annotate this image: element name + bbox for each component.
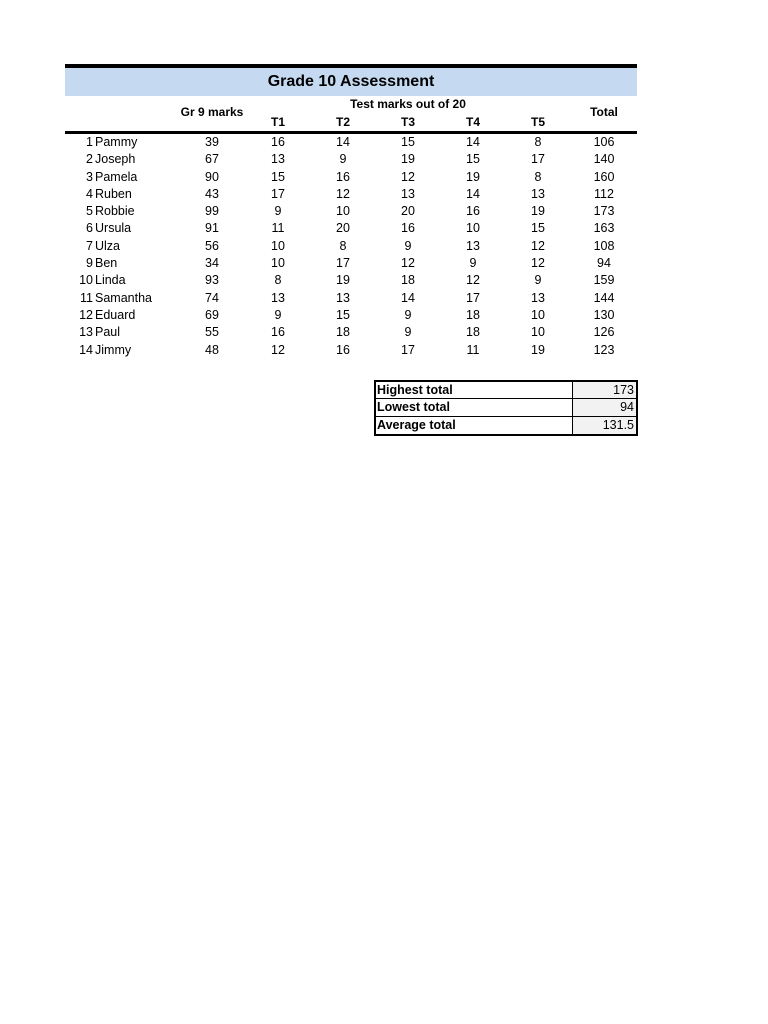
test-mark-t5: 10 [531, 307, 545, 322]
test-mark-t5: 19 [531, 342, 545, 357]
test-mark-t1: 10 [271, 256, 285, 271]
header-test-marks: Test marks out of 20 [350, 97, 466, 111]
test-mark-t5: 19 [531, 204, 545, 219]
test-mark-t4: 13 [466, 238, 480, 253]
test-mark-t5: 10 [531, 325, 545, 340]
test-mark-t1: 12 [271, 342, 285, 357]
test-mark-t5: 8 [534, 135, 542, 149]
table-row [65, 342, 637, 359]
gr9-mark: 93 [205, 273, 219, 288]
summary-table [374, 380, 638, 436]
student-total: 159 [593, 273, 615, 288]
test-mark-t5: 8 [534, 169, 542, 184]
student-name: Paul [95, 325, 121, 340]
test-mark-t3: 13 [401, 186, 415, 201]
test-mark-t1: 13 [271, 290, 285, 305]
test-mark-t4: 19 [466, 169, 480, 184]
title-band [65, 64, 637, 96]
table-row [65, 134, 637, 151]
test-mark-t2: 14 [336, 135, 350, 149]
test-mark-t5: 13 [531, 186, 545, 201]
student-total: 112 [594, 186, 614, 201]
student-total: 160 [593, 169, 615, 184]
test-mark-t3: 18 [401, 273, 415, 288]
test-mark-t1: 11 [271, 221, 285, 236]
test-mark-t1: 9 [274, 307, 282, 322]
test-mark-t3: 12 [401, 256, 415, 271]
table-row [65, 169, 637, 186]
test-mark-t3: 9 [404, 325, 412, 340]
test-mark-t3: 9 [404, 307, 412, 322]
student-name: Ben [95, 256, 118, 271]
table-row [65, 220, 637, 237]
student-total: 108 [593, 238, 615, 253]
assessment-sheet [65, 64, 637, 359]
student-total: 123 [593, 342, 615, 357]
header-t3: T3 [400, 115, 416, 129]
test-mark-t5: 9 [534, 273, 542, 288]
student-total: 140 [593, 152, 615, 167]
test-mark-t2: 15 [336, 307, 350, 322]
student-total: 163 [593, 221, 615, 236]
student-name: Ruben [95, 186, 132, 201]
test-mark-t1: 10 [271, 238, 285, 253]
test-mark-t2: 8 [339, 238, 347, 253]
student-number: 14 [79, 342, 93, 357]
student-total: 130 [593, 307, 615, 322]
test-mark-t2: 17 [336, 256, 350, 271]
header-t5: T5 [530, 115, 546, 129]
test-mark-t4: 10 [466, 221, 480, 236]
test-mark-t4: 9 [469, 256, 477, 271]
summary-label: Lowest total [377, 400, 450, 415]
student-number: 9 [86, 256, 93, 271]
student-name: Pamela [95, 169, 138, 184]
test-mark-t3: 9 [404, 238, 412, 253]
test-mark-t5: 12 [531, 238, 545, 253]
table-row [65, 203, 637, 220]
student-total: 106 [593, 135, 615, 149]
gr9-mark: 74 [205, 290, 219, 305]
gr9-mark: 69 [205, 307, 219, 322]
test-mark-t4: 18 [466, 307, 480, 322]
gr9-mark: 67 [205, 152, 219, 167]
student-number: 11 [80, 290, 93, 305]
student-number: 1 [86, 135, 93, 149]
student-number: 13 [79, 325, 93, 340]
header-gr9-marks: Gr 9 marks [180, 105, 244, 119]
summary-row-average [376, 417, 636, 434]
column-header [65, 96, 637, 134]
summary-value: 94 [572, 399, 636, 415]
test-mark-t3: 19 [401, 152, 415, 167]
student-total: 126 [593, 325, 615, 340]
test-mark-t1: 9 [274, 204, 282, 219]
test-mark-t5: 13 [531, 290, 545, 305]
test-mark-t1: 15 [271, 169, 285, 184]
test-mark-t5: 12 [531, 256, 545, 271]
gr9-mark: 39 [205, 135, 219, 149]
test-mark-t5: 17 [531, 152, 545, 167]
gr9-mark: 99 [205, 204, 219, 219]
student-total: 94 [597, 256, 611, 271]
test-mark-t4: 15 [466, 152, 480, 167]
student-number: 3 [86, 169, 93, 184]
gr9-mark: 91 [205, 221, 219, 236]
test-mark-t1: 8 [274, 273, 282, 288]
table-row [65, 272, 637, 289]
test-mark-t2: 19 [336, 273, 350, 288]
test-mark-t3: 15 [401, 135, 415, 149]
test-mark-t4: 18 [466, 325, 480, 340]
header-t4: T4 [465, 115, 481, 129]
test-mark-t2: 10 [336, 204, 350, 219]
test-mark-t1: 16 [271, 135, 285, 149]
table-row [65, 238, 637, 255]
student-number: 4 [86, 186, 93, 201]
student-total: 144 [593, 290, 615, 305]
table-row [65, 307, 637, 324]
student-total: 173 [593, 204, 615, 219]
test-mark-t4: 12 [466, 273, 480, 288]
table-row [65, 255, 637, 272]
gr9-mark: 43 [205, 186, 219, 201]
gr9-mark: 56 [205, 238, 219, 253]
test-mark-t3: 20 [401, 204, 415, 219]
test-mark-t4: 11 [466, 342, 480, 357]
test-mark-t5: 15 [531, 221, 545, 236]
test-mark-t2: 9 [339, 152, 347, 167]
test-mark-t2: 16 [336, 169, 350, 184]
header-t2: T2 [335, 115, 351, 129]
test-mark-t2: 16 [336, 342, 350, 357]
test-mark-t2: 20 [336, 221, 350, 236]
student-name: Samantha [95, 290, 152, 305]
table-row [65, 186, 637, 203]
test-mark-t3: 17 [401, 342, 415, 357]
test-mark-t4: 16 [466, 204, 480, 219]
summary-row-highest [376, 382, 636, 399]
test-mark-t2: 12 [336, 186, 350, 201]
student-name: Ulza [95, 238, 121, 253]
summary-value: 173 [572, 382, 636, 398]
test-mark-t2: 18 [336, 325, 350, 340]
test-mark-t4: 14 [466, 186, 480, 201]
test-mark-t1: 17 [271, 186, 285, 201]
student-name: Pammy [95, 135, 138, 149]
student-name: Robbie [95, 204, 135, 219]
test-mark-t3: 12 [401, 169, 415, 184]
student-number: 12 [79, 307, 93, 322]
gr9-mark: 34 [205, 256, 219, 271]
table-row [65, 290, 637, 307]
student-name: Eduard [95, 307, 136, 322]
test-mark-t2: 13 [336, 290, 350, 305]
gr9-mark: 55 [205, 325, 219, 340]
student-number: 7 [86, 238, 93, 253]
test-mark-t4: 14 [466, 135, 480, 149]
table-row [65, 324, 637, 341]
test-mark-t3: 16 [401, 221, 415, 236]
student-number: 6 [86, 221, 93, 236]
student-rows [65, 134, 637, 359]
student-number: 5 [86, 204, 93, 219]
student-number: 2 [86, 152, 93, 167]
test-mark-t1: 13 [271, 152, 285, 167]
summary-row-lowest [376, 399, 636, 416]
test-mark-t3: 14 [401, 290, 415, 305]
test-mark-t1: 16 [271, 325, 285, 340]
student-name: Linda [95, 273, 126, 288]
header-total: Total [590, 105, 618, 119]
summary-value: 131.5 [572, 417, 636, 434]
sheet-title: Grade 10 Assessment [267, 73, 435, 90]
table-row [65, 151, 637, 168]
test-mark-t4: 17 [466, 290, 480, 305]
gr9-mark: 48 [205, 342, 219, 357]
student-name: Ursula [95, 221, 132, 236]
summary-label: Average total [377, 417, 456, 432]
gr9-mark: 90 [205, 169, 219, 184]
header-t1: T1 [270, 115, 286, 129]
student-name: Joseph [95, 152, 136, 167]
summary-label: Highest total [377, 383, 453, 397]
student-number: 10 [79, 273, 93, 288]
student-name: Jimmy [95, 342, 132, 357]
